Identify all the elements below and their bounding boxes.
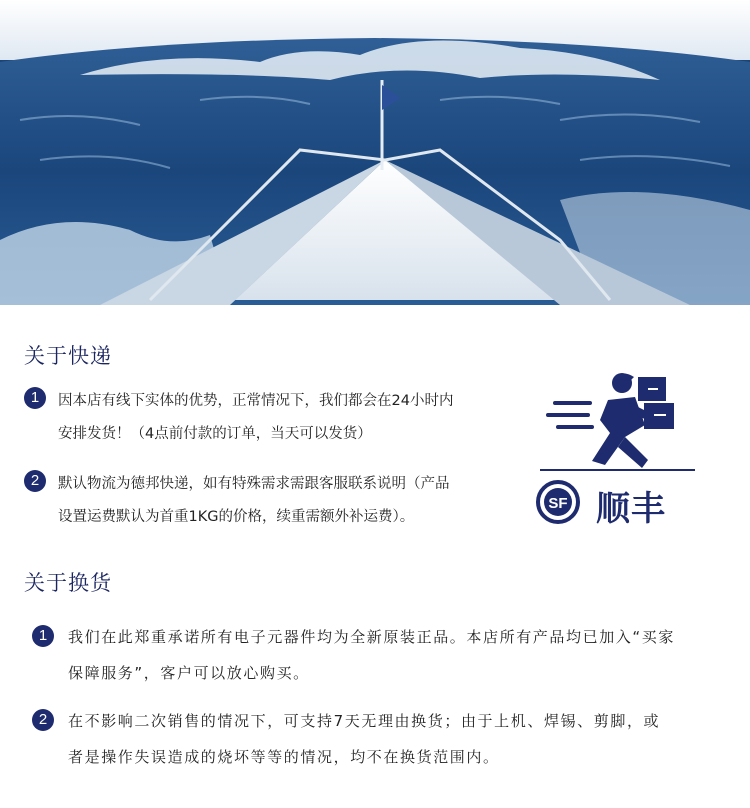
number-badge: 1 [32, 625, 54, 647]
exchange-item-1 [24, 619, 724, 695]
delivery-item-text [58, 385, 453, 451]
delivery-item-1 [24, 385, 494, 455]
text-line: 者是操作失误造成的烧坏等等的情况，均不在换货范围内。 [68, 748, 500, 766]
section-title-delivery: 关于快递 [24, 344, 112, 368]
text-line: 在不影响二次销售的情况下，可支持7天无理由换货；由于上机、焊锡、剪脚，或 [68, 712, 661, 730]
sf-mark-text: SF [548, 495, 568, 512]
number-badge: 1 [24, 387, 46, 409]
number-badge: 2 [24, 470, 46, 492]
boat-bow-illustration [0, 0, 750, 305]
exchange-item-text [68, 703, 660, 775]
text-line: 默认物流为德邦快递，如有特殊需求需跟客服联系说明（产品 [58, 476, 450, 492]
text-line: 我们在此郑重承诺所有电子元器件均为全新原装正品。本店所有产品均已加入“买家 [68, 628, 675, 646]
number-badge: 2 [32, 709, 54, 731]
hero-banner-image [0, 0, 750, 305]
text-line: 因本店有线下实体的优势，正常情况下，我们都会在24小时内 [58, 393, 454, 409]
sf-brand-name: 顺丰 [596, 489, 666, 529]
text-line: 安排发货！（4点前付款的订单，当天可以发货） [58, 426, 372, 442]
exchange-item-text [68, 619, 675, 691]
delivery-item-2 [24, 468, 494, 538]
delivery-item-text [58, 468, 450, 534]
section-title-exchange: 关于换货 [24, 571, 112, 595]
exchange-item-2 [24, 703, 724, 779]
text-line: 保障服务”，客户可以放心购买。 [68, 664, 310, 682]
text-line: 设置运费默认为首重1KG的价格，续重需额外补运费）。 [58, 509, 415, 525]
